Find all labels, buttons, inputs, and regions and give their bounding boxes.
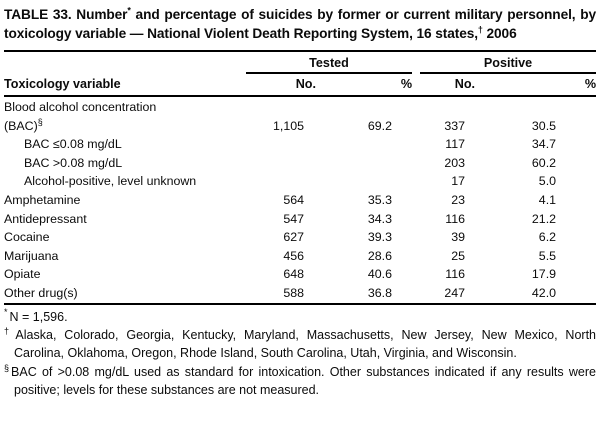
footnotes (4, 308, 596, 400)
cell-tested-no (246, 172, 316, 191)
cell-tested-no (246, 135, 316, 154)
row-label (4, 191, 246, 210)
cell-tested-no: 648 (283, 267, 304, 282)
row-label-text: Cocaine (4, 230, 50, 245)
cell-tested-no (246, 96, 316, 117)
table-title (4, 5, 596, 43)
footnote-n (4, 308, 596, 326)
row-label-text: Marijuana (4, 248, 59, 263)
cell-tested-no: 1,105 (272, 118, 304, 133)
group-header-spacer (4, 51, 246, 74)
cell-positive-no: 23 (451, 192, 466, 207)
group-header-tested: Tested (246, 55, 412, 74)
row-label (4, 172, 246, 191)
table-row (4, 284, 596, 304)
cell-positive-no: 247 (444, 285, 466, 300)
row-label (4, 154, 246, 173)
cell-tested-no: 564 (283, 192, 304, 207)
cell-tested-pct: 40.6 (367, 267, 393, 282)
col-header-tested-pct: % (316, 74, 412, 96)
cell-tested-no: 627 (283, 230, 304, 245)
row-label (4, 210, 246, 229)
cell-positive-no: 117 (445, 137, 466, 152)
cell-positive-no: 25 (451, 248, 466, 263)
cell-positive-pct: 5.0 (538, 174, 557, 189)
footnote-text: N = 1,596. (9, 309, 68, 324)
table-row (4, 172, 596, 191)
table-row (4, 210, 596, 229)
cell-tested-pct (316, 96, 412, 117)
cell-tested-no: 456 (283, 248, 304, 263)
footnote-marker: † (4, 325, 14, 336)
cell-positive-no: 116 (445, 267, 466, 282)
cell-positive-pct: 5.5 (538, 248, 557, 263)
cell-positive-no: 337 (444, 118, 466, 133)
cell-positive-pct: 6.2 (538, 230, 557, 245)
cell-positive-pct: 34.7 (531, 137, 557, 152)
col-header-positive-no: No. (412, 74, 475, 96)
table-row (4, 228, 596, 247)
cell-positive-no: 39 (451, 230, 466, 245)
footnote-text: Alaska, Colorado, Georgia, Kentucky, Maryland, Massachusetts, New Jersey, New Mexico, North Carolina, Oklahoma, Oregon, Rhode Island, South Carolina, Utah, Virginia, and Wisconsin. (14, 327, 596, 361)
row-label-text: (BAC) (4, 118, 38, 133)
group-header-positive: Positive (420, 55, 596, 74)
cell-positive-pct: 4.1 (538, 192, 557, 207)
row-label (4, 284, 246, 304)
row-label-text: Other drug(s) (4, 285, 78, 300)
row-label-footnote-marker: § (37, 116, 43, 127)
col-header-toxicology-variable: Toxicology variable (4, 74, 246, 96)
row-label (4, 135, 246, 154)
table-row (4, 117, 596, 136)
group-header-positive-cell (412, 51, 596, 74)
cell-positive-pct (475, 96, 596, 117)
row-label (4, 247, 246, 266)
table-body (4, 96, 596, 304)
row-label (4, 265, 246, 284)
col-header-tested-no: No. (246, 74, 316, 96)
table-row (4, 247, 596, 266)
cell-tested-pct: 35.3 (367, 192, 393, 207)
cell-tested-pct (316, 154, 412, 173)
footnote-states (4, 326, 596, 363)
row-label-text: Blood alcohol concentration (4, 100, 157, 114)
cell-tested-pct (316, 172, 412, 191)
title-text-2: and percentage of suicides by former or current military personnel, by toxicology variable — National Violent Death Reporting System, 16 states, (4, 7, 596, 41)
row-label (4, 96, 246, 117)
table-row (4, 135, 596, 154)
title-text-3: 2006 (482, 26, 517, 41)
row-label (4, 228, 246, 247)
table-row (4, 191, 596, 210)
group-header-tested-cell (246, 51, 412, 74)
row-label-text: Alcohol-positive, level unknown (24, 174, 197, 189)
table-row (4, 96, 596, 117)
footnote-text: BAC of >0.08 mg/dL used as standard for intoxication. Other substances indicated if any results were positive; levels for these substances are not measured. (11, 364, 596, 398)
cell-positive-pct: 60.2 (531, 155, 557, 170)
cell-tested-no (246, 154, 316, 173)
cell-positive-pct: 17.9 (531, 267, 557, 282)
row-label-text: Antidepressant (4, 211, 87, 226)
footnote-marker: * (4, 307, 8, 318)
title-text-1: TABLE 33. Number (4, 7, 128, 22)
toxicology-table (4, 50, 596, 305)
cell-tested-pct: 36.8 (367, 285, 393, 300)
cell-positive-pct: 42.0 (531, 285, 557, 300)
row-label-text: BAC >0.08 mg/dL (24, 155, 123, 170)
cell-tested-pct: 28.6 (367, 248, 393, 263)
cell-tested-pct: 69.2 (367, 118, 393, 133)
cell-positive-no (412, 96, 475, 117)
row-label (4, 117, 246, 136)
cell-positive-pct: 30.5 (531, 118, 557, 133)
row-label-text: Opiate (4, 267, 41, 282)
title-footnote-marker-asterisk: * (127, 5, 131, 16)
table-row (4, 265, 596, 284)
col-header-positive-pct: % (475, 74, 596, 96)
cell-positive-no: 116 (445, 211, 466, 226)
cell-tested-pct: 39.3 (367, 230, 393, 245)
footnote-marker: § (4, 362, 10, 373)
title-footnote-marker-dagger: † (477, 24, 483, 35)
footnote-bac-standard (4, 363, 596, 400)
cell-positive-no: 17 (451, 174, 466, 189)
cell-positive-no: 203 (444, 155, 466, 170)
table-row (4, 154, 596, 173)
group-header-row (4, 51, 596, 74)
cell-positive-pct: 21.2 (531, 211, 557, 226)
row-label-text: BAC ≤0.08 mg/dL (24, 137, 122, 152)
cell-tested-pct (316, 135, 412, 154)
cell-tested-no: 547 (283, 211, 304, 226)
column-header-row (4, 74, 596, 96)
row-label-text: Amphetamine (4, 192, 81, 207)
cell-tested-pct: 34.3 (367, 211, 393, 226)
cell-tested-no: 588 (283, 285, 304, 300)
